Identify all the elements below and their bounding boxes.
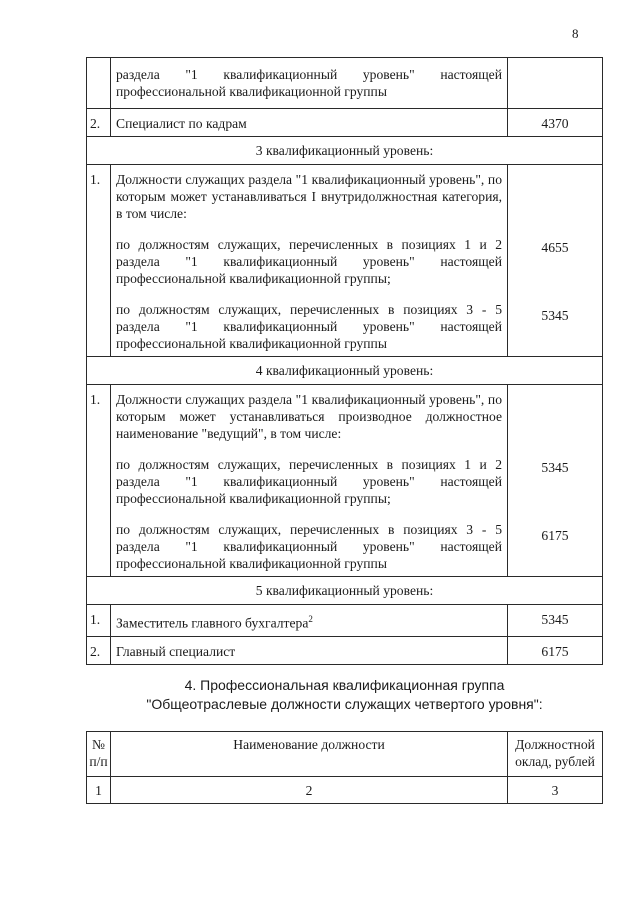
name-cell	[111, 605, 508, 637]
header-num: № п/п	[87, 732, 111, 777]
position-subgroup-text: по должностям служащих, перечисленных в позициях 3 - 5 раздела "1 квалификационный уровень" настоящей профессиональной квалификационной группы	[116, 522, 502, 571]
name-cell: Главный специалист	[111, 636, 508, 664]
name-cell: раздела "1 квалификационный уровень" настоящей профессиональной квалификационной группы	[111, 58, 508, 109]
value-cell	[508, 58, 603, 109]
name-cell: Специалист по кадрам	[111, 109, 508, 137]
salary-value: 5345	[541, 308, 569, 323]
table-row	[87, 636, 603, 664]
index-position: 2	[111, 777, 508, 804]
salary-value: 6175	[541, 528, 569, 543]
level-header-row	[87, 577, 603, 605]
empty-value	[508, 171, 602, 239]
num-cell: 2.	[87, 109, 111, 137]
table-row	[87, 385, 603, 577]
value-cell: 6175	[508, 636, 603, 664]
num-cell: 1.	[87, 385, 111, 577]
position-subgroup-text: по должностям служащих, перечисленных в позициях 3 - 5 раздела "1 квалификационный уровень" настоящей профессиональной квалификационной группы	[116, 302, 502, 351]
num-cell: 1.	[87, 165, 111, 357]
table-index-row	[87, 777, 603, 804]
header-salary: Должностной оклад, рублей	[508, 732, 603, 777]
table-row	[87, 58, 603, 109]
num-cell: 1.	[87, 605, 111, 637]
section-heading	[86, 676, 603, 714]
level-title: 4 квалификационный уровень:	[87, 357, 603, 385]
salary-table-group-3	[86, 57, 603, 665]
section-heading-line2: "Общеотраслевые должности служащих четвертого уровня":	[146, 696, 543, 712]
header-position: Наименование должности	[111, 732, 508, 777]
name-cell	[111, 385, 508, 577]
position-subgroup-text: по должностям служащих, перечисленных в позициях 1 и 2 раздела "1 квалификационный уровень" настоящей профессиональной квалификационной группы;	[116, 237, 502, 286]
table-row	[87, 109, 603, 137]
table-row	[87, 165, 603, 357]
level-header-row	[87, 137, 603, 165]
value-cell: 5345	[508, 605, 603, 637]
footnote-mark: 2	[308, 614, 313, 624]
page-number: 8	[572, 26, 579, 41]
value-cell	[508, 165, 603, 357]
value-cell: 4370	[508, 109, 603, 137]
index-salary: 3	[508, 777, 603, 804]
level-header-row	[87, 357, 603, 385]
salary-table-group-4	[86, 731, 603, 804]
index-num: 1	[87, 777, 111, 804]
salary-value: 5345	[541, 460, 569, 475]
level-title: 3 квалификационный уровень:	[87, 137, 603, 165]
position-name: Заместитель главного бухгалтера	[116, 615, 309, 631]
position-lead-text: Должности служащих раздела "1 квалификационный уровень", по которым может устанавливаться I внутридолжностная категория, в том числе:	[116, 172, 502, 221]
salary-value: 4655	[541, 240, 569, 255]
value-cell	[508, 385, 603, 577]
empty-value	[508, 391, 602, 459]
table-row	[87, 605, 603, 637]
num-cell: 2.	[87, 636, 111, 664]
table-header-row	[87, 732, 603, 777]
level-title: 5 квалификационный уровень:	[87, 577, 603, 605]
num-cell	[87, 58, 111, 109]
position-subgroup-text: по должностям служащих, перечисленных в позициях 1 и 2 раздела "1 квалификационный уровень" настоящей профессиональной квалификационной группы;	[116, 457, 502, 506]
section-heading-line1: 4. Профессиональная квалификационная группа	[184, 677, 505, 693]
name-cell	[111, 165, 508, 357]
position-lead-text: Должности служащих раздела "1 квалификационный уровень", по которым может устанавливаться производное должностное наименование "ведущий", в том числе:	[116, 392, 502, 441]
